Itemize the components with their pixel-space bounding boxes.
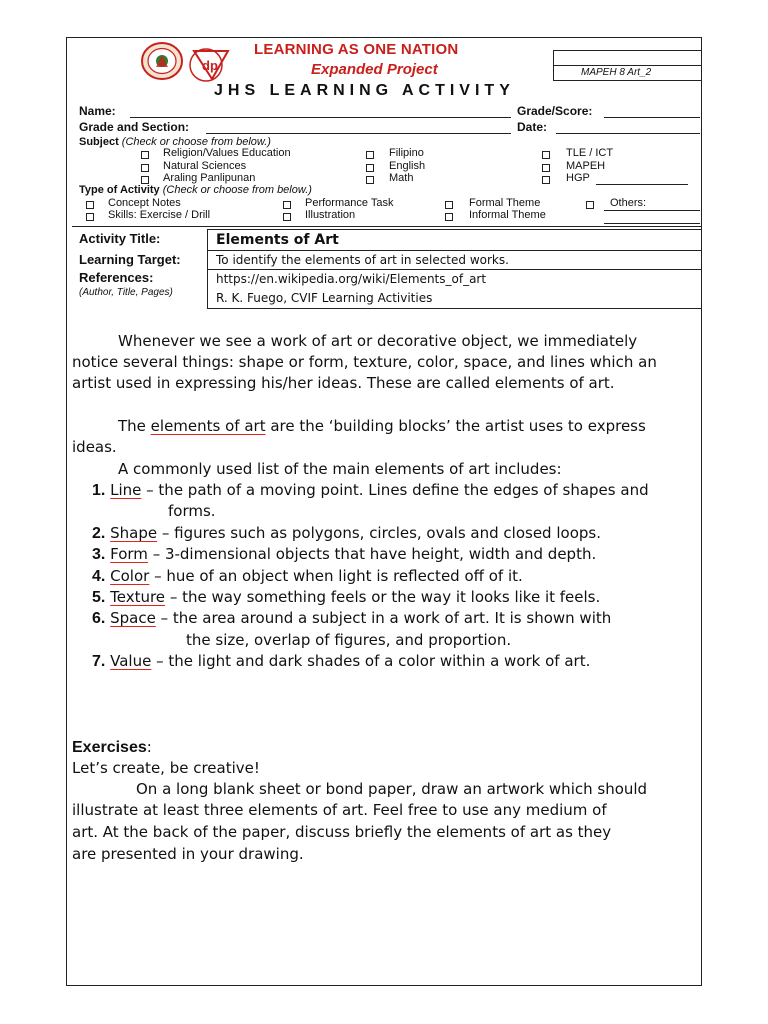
exercise-line: art. At the back of the paper, discuss briefly the elements of art as they — [72, 823, 612, 841]
checkbox-araling[interactable] — [141, 176, 149, 184]
list-item: 3. Form – 3-dimensional objects that have height, width and depth. — [92, 545, 597, 563]
subject-option: TLE / ICT — [566, 147, 614, 159]
list-item: 5. Texture – the way something feels or the way it looks like it feels. — [92, 588, 601, 606]
activity-option: Informal Theme — [469, 209, 546, 221]
list-item-cont: the size, overlap of figures, and proportion. — [186, 631, 512, 649]
checkbox-english[interactable] — [366, 164, 374, 172]
checkbox-others[interactable] — [586, 201, 594, 209]
subject-option: Araling Panlipunan — [163, 172, 256, 184]
exercises-heading: Exercises: — [72, 738, 152, 756]
references-label: References: — [79, 270, 154, 285]
name-field[interactable] — [130, 117, 511, 118]
subject-heading: Subject (Check or choose from below.) — [79, 136, 271, 148]
checkbox-illustration[interactable] — [283, 213, 291, 221]
activity-type-heading: Type of Activity (Check or choose from below.) — [79, 184, 312, 196]
intro-line: artist used in expressing his/her ideas. These are called elements of art. — [72, 374, 615, 392]
paragraph-2: The elements of art are the ‘building blocks’ the artist uses to express — [118, 417, 646, 435]
grade-score-field[interactable] — [604, 117, 700, 118]
list-intro: A commonly used list of the main elements of art includes: — [118, 460, 562, 478]
references-hint: (Author, Title, Pages) — [79, 287, 173, 298]
list-item: 1. Line – the path of a moving point. Lines define the edges of shapes and — [92, 481, 649, 499]
subject-option: Math — [389, 172, 414, 184]
header-activity-title: JHS LEARNING ACTIVITY — [214, 82, 515, 99]
svg-text:dp: dp — [202, 58, 218, 73]
subject-option: HGP — [566, 172, 590, 184]
others-field-2[interactable] — [604, 223, 700, 224]
subject-option: Filipino — [389, 147, 424, 159]
exercise-line: are presented in your drawing. — [72, 845, 304, 863]
paragraph-2-cont: ideas. — [72, 438, 117, 456]
checkbox-math[interactable] — [366, 176, 374, 184]
exercise-line: On a long blank sheet or bond paper, draw an artwork which should — [136, 780, 648, 798]
grade-score-label: Grade/Score: — [517, 104, 593, 118]
activity-option: Skills: Exercise / Drill — [108, 209, 211, 221]
intro-line: Whenever we see a work of art or decorative object, we immediately — [118, 332, 638, 350]
subject-option: MAPEH — [566, 160, 606, 172]
checkbox-natural-sciences[interactable] — [141, 164, 149, 172]
checkbox-skills[interactable] — [86, 213, 94, 221]
name-label: Name: — [79, 104, 116, 118]
deped-logo — [188, 43, 234, 83]
checkbox-performance-task[interactable] — [283, 201, 291, 209]
checkbox-formal-theme[interactable] — [445, 201, 453, 209]
reference-text: R. K. Fuego, CVIF Learning Activities — [216, 291, 433, 305]
activity-option: Formal Theme — [469, 197, 541, 209]
list-item: 7. Value – the light and dark shades of a color within a work of art. — [92, 652, 591, 670]
checkbox-mapeh[interactable] — [542, 164, 550, 172]
others-field[interactable] — [604, 210, 700, 211]
elements-of-art-term: elements of art — [150, 417, 266, 435]
grade-section-field[interactable] — [206, 133, 511, 134]
header-title: LEARNING AS ONE NATION — [254, 41, 459, 58]
table-top-rule — [72, 226, 702, 227]
activity-title-label: Activity Title: — [79, 231, 161, 246]
checkbox-concept-notes[interactable] — [86, 201, 94, 209]
subject-option: English — [389, 160, 426, 172]
learning-target: To identify the elements of art in selected works. — [216, 253, 509, 267]
intro-line: notice several things: shape or form, texture, color, space, and lines which an — [72, 353, 657, 371]
reference-link[interactable]: https://en.wikipedia.org/wiki/Elements_of_art — [216, 272, 487, 286]
checkbox-tle[interactable] — [542, 151, 550, 159]
activity-option: Performance Task — [305, 197, 394, 209]
activity-option: Concept Notes — [108, 197, 181, 209]
activity-option: Others: — [610, 197, 647, 209]
exercise-line: Let’s create, be creative! — [72, 759, 260, 777]
checkbox-filipino[interactable] — [366, 151, 374, 159]
date-label: Date: — [517, 120, 548, 134]
list-item-cont: forms. — [168, 502, 216, 520]
page-frame — [66, 37, 702, 986]
learning-target-label: Learning Target: — [79, 252, 181, 267]
date-field[interactable] — [556, 133, 700, 134]
checkbox-hgp[interactable] — [542, 176, 550, 184]
activity-option: Illustration — [305, 209, 356, 221]
checkbox-informal-theme[interactable] — [445, 213, 453, 221]
subject-option: Natural Sciences — [163, 160, 247, 172]
list-item: 6. Space – the area around a subject in a work of art. It is shown with — [92, 609, 612, 627]
school-seal-logo — [140, 41, 184, 81]
hgp-field[interactable] — [596, 184, 688, 185]
activity-title: Elements of Art — [216, 232, 339, 248]
list-item: 4. Color – hue of an object when light is reflected off of it. — [92, 567, 523, 585]
grade-section-label: Grade and Section: — [79, 120, 190, 134]
exercise-line: illustrate at least three elements of art. Feel free to use any medium of — [72, 801, 607, 819]
checkbox-religion[interactable] — [141, 151, 149, 159]
code-box — [553, 50, 702, 81]
header-subtitle: Expanded Project — [311, 61, 438, 78]
subject-code: MAPEH 8 Art_2 — [581, 67, 652, 78]
list-item: 2. Shape – figures such as polygons, circles, ovals and closed loops. — [92, 524, 601, 542]
subject-option: Religion/Values Education — [163, 147, 291, 159]
